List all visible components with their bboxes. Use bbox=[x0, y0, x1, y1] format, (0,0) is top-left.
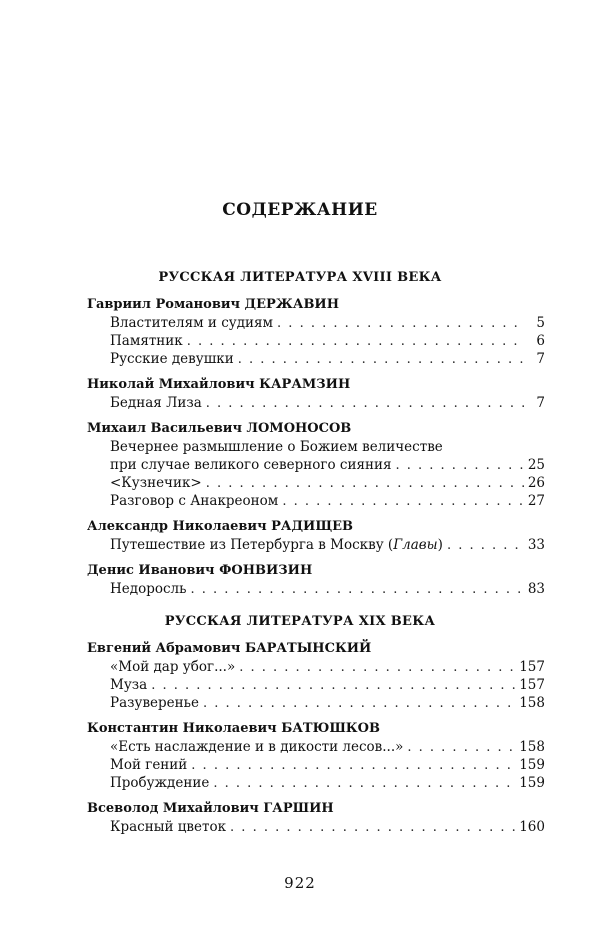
author-name: Александр Николаевич РАДИЩЕВ bbox=[87, 519, 354, 534]
entry-title: Путешествие из Петербурга в Москву (Главы) bbox=[110, 537, 443, 553]
entry-title: <Кузнечик> bbox=[110, 475, 202, 491]
entry-title-italic: Главы bbox=[393, 537, 438, 553]
entry-title: Красный цветок bbox=[110, 819, 227, 835]
dot-leader bbox=[151, 678, 517, 693]
dot-leader bbox=[191, 758, 517, 773]
dot-leader bbox=[203, 696, 517, 711]
entry-page: 160 bbox=[519, 819, 545, 835]
entry-page: 158 bbox=[519, 695, 545, 711]
author-name: Константин Николаевич БАТЮШКОВ bbox=[87, 721, 380, 736]
entry-title: Мой гений bbox=[110, 757, 188, 773]
entry-title: Памятник bbox=[110, 333, 183, 349]
entry-title-line: Вечернее размышление о Божием величестве bbox=[110, 439, 443, 455]
toc-entry[interactable] bbox=[110, 819, 545, 837]
entry-page: 33 bbox=[527, 537, 545, 553]
entry-title: Разуверенье bbox=[110, 695, 199, 711]
dot-leader bbox=[213, 776, 517, 791]
toc-entry[interactable] bbox=[110, 739, 545, 757]
toc-entry[interactable] bbox=[110, 581, 545, 599]
dot-leader bbox=[206, 396, 525, 411]
entry-title: Властителям и судиям bbox=[110, 315, 274, 331]
entry-page: 158 bbox=[519, 739, 545, 755]
dot-leader bbox=[277, 316, 525, 331]
entry-title: «Есть наслаждение и в дикости лесов...» bbox=[110, 739, 404, 755]
dot-leader bbox=[206, 476, 525, 491]
entry-title: «Мой дар убог...» bbox=[110, 659, 236, 675]
page-number: 922 bbox=[284, 874, 316, 892]
toc-entry[interactable] bbox=[110, 677, 545, 695]
entry-page: 25 bbox=[527, 457, 545, 473]
toc-entry[interactable] bbox=[110, 537, 545, 555]
entry-page: 5 bbox=[536, 315, 545, 331]
dot-leader bbox=[282, 494, 525, 509]
entry-page: 27 bbox=[527, 493, 545, 509]
toc-entry[interactable] bbox=[110, 315, 545, 333]
toc-entry-first-line[interactable] bbox=[110, 439, 545, 457]
toc-entry[interactable] bbox=[110, 395, 545, 413]
dot-leader bbox=[239, 660, 517, 675]
toc-entry[interactable] bbox=[110, 695, 545, 713]
entry-title: Недоросль bbox=[110, 581, 187, 597]
entry-page: 7 bbox=[536, 395, 545, 411]
toc-entry[interactable] bbox=[110, 333, 545, 351]
entry-page: 159 bbox=[519, 757, 545, 773]
author-name: Николай Михайлович КАРАМЗИН bbox=[87, 377, 351, 392]
dot-leader bbox=[230, 820, 517, 835]
author-name: Всеволод Михайлович ГАРШИН bbox=[87, 801, 334, 816]
toc-entry[interactable] bbox=[110, 493, 545, 511]
author-name: Михаил Васильевич ЛОМОНОСОВ bbox=[87, 421, 352, 436]
author-name: Евгений Абрамович БАРАТЫНСКИЙ bbox=[87, 641, 372, 656]
entry-title: Русские девушки bbox=[110, 351, 234, 367]
entry-title: при случае великого северного сияния bbox=[110, 457, 392, 473]
section-heading: РУССКАЯ ЛИТЕРАТУРА XIX ВЕКА bbox=[164, 614, 436, 629]
page-title: СОДЕРЖАНИЕ bbox=[222, 200, 378, 220]
entry-title: Разговор с Анакреоном bbox=[110, 493, 279, 509]
entry-title: Бедная Лиза bbox=[110, 395, 202, 411]
entry-title: Пробуждение bbox=[110, 775, 210, 791]
section-heading: РУССКАЯ ЛИТЕРАТУРА XVIII ВЕКА bbox=[158, 270, 442, 285]
author-name: Денис Иванович ФОНВИЗИН bbox=[87, 563, 313, 578]
entry-page: 157 bbox=[519, 659, 545, 675]
dot-leader bbox=[238, 352, 525, 367]
dot-leader bbox=[395, 458, 525, 473]
entry-page: 157 bbox=[519, 677, 545, 693]
entry-page: 7 bbox=[536, 351, 545, 367]
toc-entry[interactable] bbox=[110, 457, 545, 475]
entry-page: 83 bbox=[527, 581, 545, 597]
toc-entry[interactable] bbox=[110, 775, 545, 793]
toc-entry[interactable] bbox=[110, 475, 545, 493]
dot-leader bbox=[187, 334, 525, 349]
author-name: Гавриил Романович ДЕРЖАВИН bbox=[87, 297, 340, 312]
entry-page: 6 bbox=[536, 333, 545, 349]
toc-entry[interactable] bbox=[110, 659, 545, 677]
dot-leader bbox=[447, 538, 525, 553]
entry-title: Муза bbox=[110, 677, 148, 693]
dot-leader bbox=[190, 582, 525, 597]
entry-page: 26 bbox=[527, 475, 545, 491]
entry-page: 159 bbox=[519, 775, 545, 791]
toc-entry[interactable] bbox=[110, 757, 545, 775]
toc-entry[interactable] bbox=[110, 351, 545, 369]
dot-leader bbox=[407, 740, 517, 755]
